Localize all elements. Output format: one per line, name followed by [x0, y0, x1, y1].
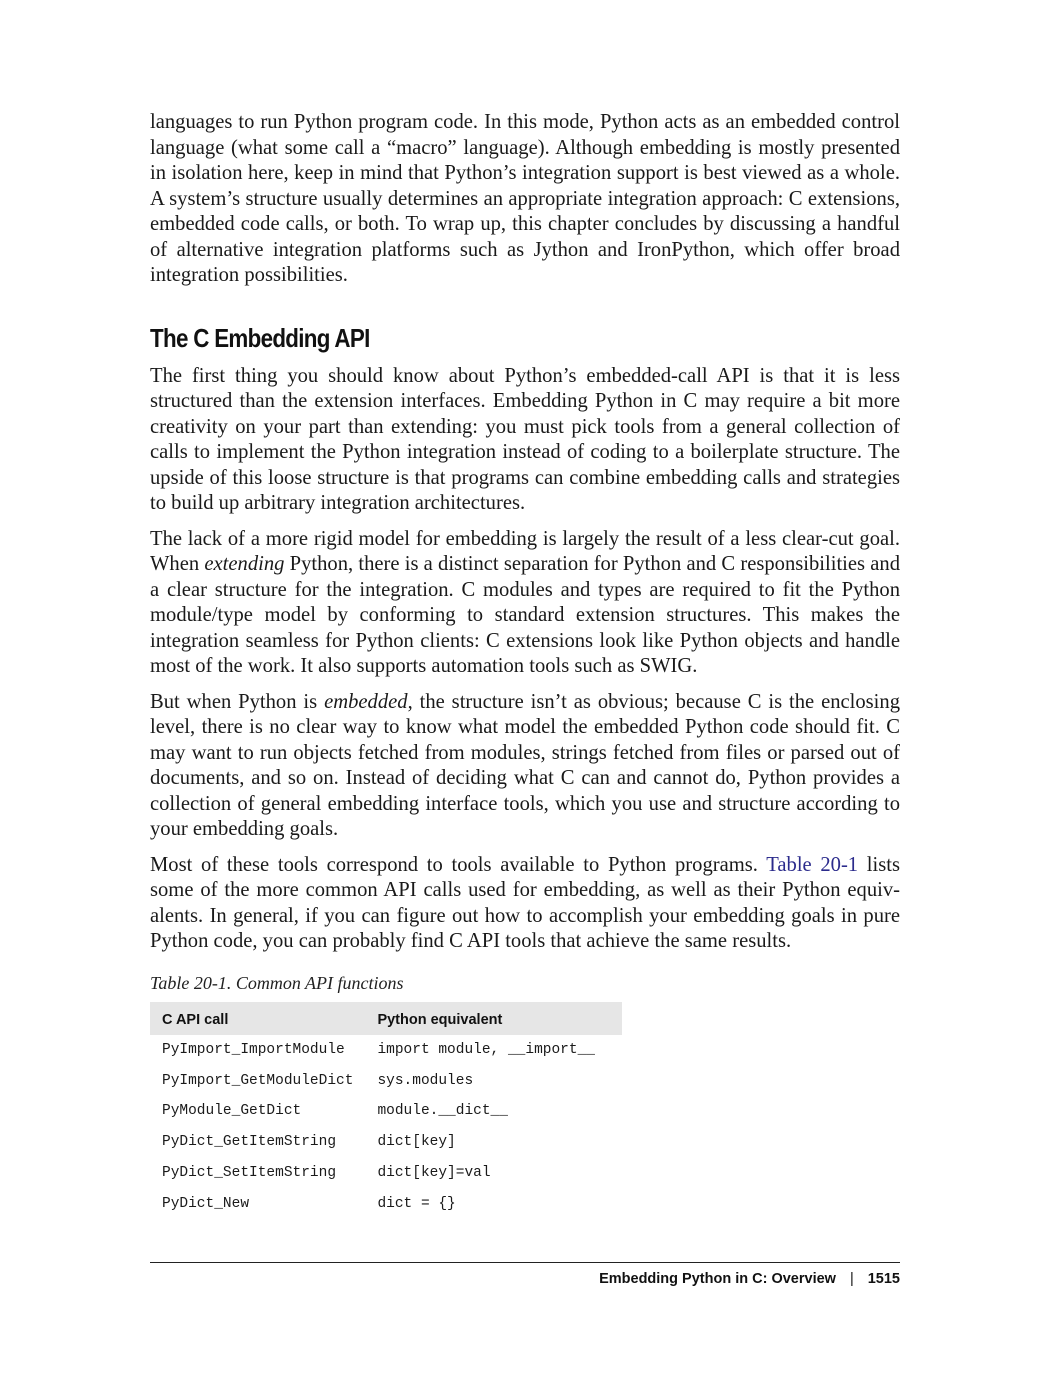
paragraph-3 [150, 690, 900, 843]
paragraph-4-text-b: lists some of the more common API calls used for embedding, as well as their Python equivalents. In general, if you can figure out how to accomplish your embedding goals in pure Python code, you can probably find C API tools that achieve the same results. [150, 853, 900, 952]
footer-separator: | [849, 1271, 854, 1287]
paragraph-2-text-b: Python, there is a distinct separation for Python and C responsibilities and a clear structure for the integration. C modules and types are required to fit the Python module/type model by conforming to standard extension structures. This makes the integration seamless for Python clients: C extensions look like Python objects and handle most of the work. It also supports automation tools such as SWIG. [150, 553, 900, 677]
page-number: 1515 [867, 1271, 900, 1287]
c-api-cell: PyDict_SetItemString [162, 1165, 337, 1182]
python-equivalent-cell: dict[key] [377, 1134, 456, 1151]
c-api-cell: PyDict_GetItemString [162, 1134, 337, 1151]
footer-divider [150, 1262, 900, 1263]
paragraph-2-text-a: The lack of a more rigid model for embedding is largely the result of a less clear-cut goal. When [150, 527, 900, 575]
emphasis-extending: extending [204, 553, 285, 575]
table-reference-link[interactable]: Table 20-1 [766, 853, 859, 876]
paragraph-1: The first thing you should know about Python’s embedded-call API is that it is less structured than the extension interfaces. Embedding Python in C may require a bit more creativity on your part than extending: you must pick tools from a general collection of calls to implement the Python integration instead of coding to a boilerplate structure. The upside of this loose structure is that programs can combine embedding calls and strategies to build up arbitrary integration architectures. [150, 364, 900, 514]
python-equivalent-cell: sys.modules [377, 1072, 474, 1089]
paragraph-4-text-a: Most of these tools correspond to tools available to Python programs. [150, 853, 767, 876]
c-api-cell: PyImport_GetModuleDict [162, 1072, 354, 1089]
table-row [150, 1035, 622, 1066]
paragraph-4 [150, 853, 900, 955]
paragraph-3-text-b: , the structure isn’t as obvious; because C is the enclosing level, there is no clear way to know what model the embedded Python code should fit. C may want to run objects fetched from modules, strings fetched from files or parsed out of documents, and so on. Instead of deciding what C can and cannot do, Python provides a collection of general embedding interface tools, which you use and structure according to your embedding goals. [150, 690, 900, 840]
page-body [150, 110, 900, 1219]
table-row [150, 1158, 622, 1189]
python-equivalent-cell: dict[key]=val [377, 1165, 491, 1182]
paragraph-2 [150, 527, 900, 680]
footer-chapter-title: Embedding Python in C: Overview [599, 1271, 836, 1287]
paragraph-3-text-a: But when Python is [150, 690, 325, 713]
table-header-row [150, 1002, 622, 1035]
c-api-cell: PyImport_ImportModule [162, 1041, 345, 1058]
emphasis-embedded: embedded [324, 690, 408, 713]
intro-paragraph: languages to run Python program code. In this mode, Python acts as an embedded control language (what some call a “macro” language). Although embedding is mostly presented in isolation here, keep in mind that Python’s integration support is best viewed as a whole. A system’s structure usually determines an appropriate integration approach: C extensions, embedded code calls, or both. To wrap up, this chapter concludes by discussing a handful of alternative integration platforms such as Jython and IronPython, which offer broad integration possibilities. [150, 111, 900, 286]
header-python-equivalent: Python equivalent [365, 1002, 622, 1035]
c-api-cell: PyDict_New [162, 1195, 250, 1212]
python-equivalent-cell: dict = {} [377, 1195, 456, 1212]
table-row [150, 1127, 622, 1158]
python-equivalent-cell: import module, __import__ [377, 1041, 595, 1058]
api-functions-table [150, 1002, 622, 1220]
table-row [150, 1188, 622, 1219]
section-heading: The C Embedding API [150, 322, 370, 353]
table-caption: Table 20-1. Common API functions [150, 972, 404, 993]
table-row [150, 1096, 622, 1127]
c-api-cell: PyModule_GetDict [162, 1103, 302, 1120]
python-equivalent-cell: module.__dict__ [377, 1103, 508, 1120]
header-c-api-call: C API call [150, 1002, 365, 1035]
table-row [150, 1065, 622, 1096]
page-footer [599, 1271, 900, 1287]
